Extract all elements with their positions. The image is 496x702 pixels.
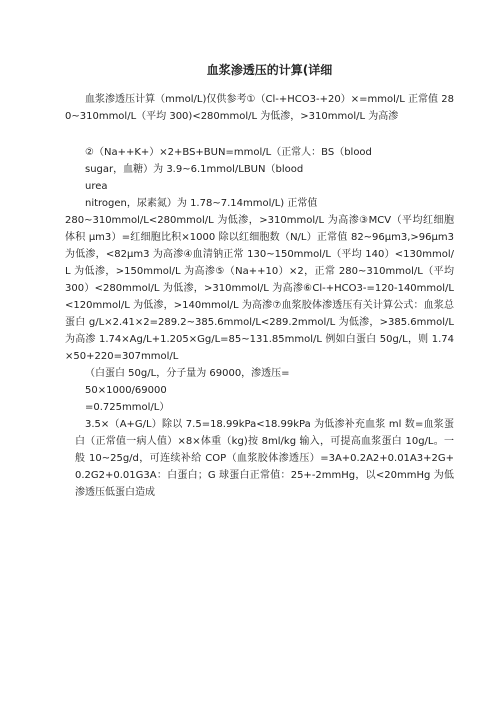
paragraph-albumin-note <box>65 365 454 416</box>
albumin-note-line-2: 50×1000/69000 <box>85 385 167 396</box>
albumin-note-line-1: （白蛋白 50g/L，分子量为 69000，渗透压= <box>85 368 290 379</box>
paragraph-formula-2-line-2: sugar，血糖）为 3.9~6.1mmol/LBUN（blood <box>85 164 304 175</box>
paragraph-formulas-first-line: nitrogen，尿素氮）为 1.78~7.14mmol/L) 正常值 <box>85 198 318 209</box>
document-title: 血浆渗透压的计算(详细 <box>206 63 333 77</box>
paragraph-formula-1: 血浆渗透压计算（mmol/L)仅供参考①（Cl-+HCO3-+20）×=mmol/L 正常值 280~310mmol/L（平均 300)<280mmol/L 为低渗，>310mmol/L 为高渗 <box>65 94 454 122</box>
paragraph-formulas-body: 280~310mmol/L<280mmol/L 为低渗，>310mmol/L 为高渗③MCV（平均红细胞体积 μm3）=红细胞比积×1000 除以红细胞数（N/L）正常值 82~96μm3,>96μm3 为低渗，<82μm3 为高渗④血清钠正常 130~150mmol/L（平均 140）<130mmol/L 为低渗，>150mmol/L 为高渗⑤（Na++10）×2，正常 280~310mmol/L（平均 300）<280mmol/L 为低渗，>310mmol/L 为高渗⑥Cl-+HCO3-=120-140mmol/L<120mmol/L 为低渗，>140mmol/L 为高渗⑦血浆胶体渗透压有关计算公式：血浆总蛋白 g/L×2.41×2=289.2~385.6mmol/L<289.2mmol/L 为低渗，>385.6mmol/L 为高渗 1.74×Ag/L+1.205×Gg/L=85~131.85mmol/L 例如白蛋白 50g/L，则 1.74×50+220=307mmol/L <box>65 215 454 362</box>
paragraph-formula-2-line-3: urea <box>85 181 108 192</box>
albumin-note-line-3: =0.725mmol/L） <box>85 402 170 413</box>
paragraph-colloid-pressure: 3.5×（A+G/L）除以 7.5=18.99kPa<18.99kPa 为低渗补充血浆 ml 数=血浆蛋白（正常值一病人值）×8×体重（kg)按 8ml/kg 输入，可提高血浆蛋白 10g/L。一般 10~25g/d，可连续补给 COP（血浆胶体渗透压）=3A+0.2A2+0.01A3+2G+0.2G2+0.01G3A：白蛋白；G 球蛋白正常值：25+-2mmHg，以<20mmHg 为低渗透压低蛋白造成 <box>75 419 454 498</box>
paragraph-formula-2-line-1: ②（Na++K+）×2+BS+BUN=mmol/L（正常人：BS（blood <box>85 147 372 158</box>
paragraph-formula-2 <box>65 144 454 195</box>
paragraph-formulas-3-7 <box>65 195 454 365</box>
paragraph-gap <box>65 125 454 144</box>
